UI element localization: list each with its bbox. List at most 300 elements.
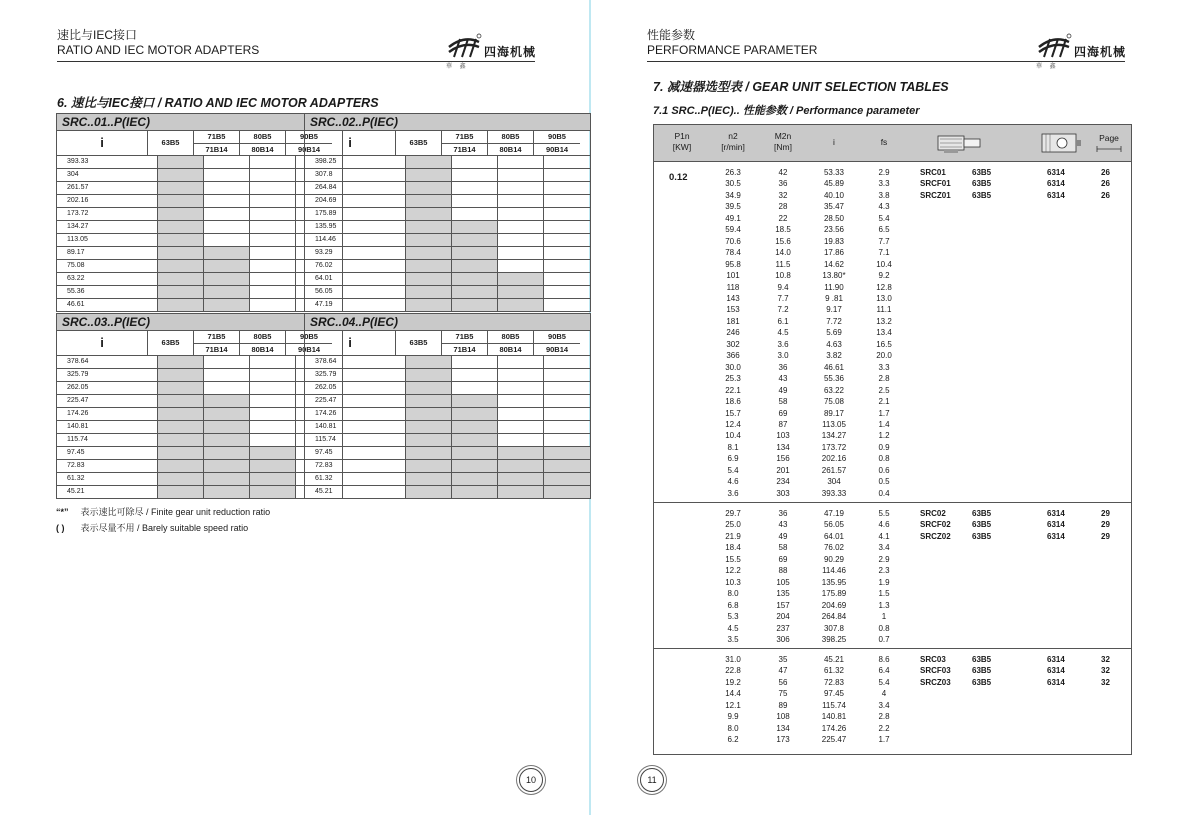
torque-value: 201 — [776, 465, 790, 475]
table-row — [57, 434, 342, 447]
adapter-available-cell — [498, 447, 544, 459]
table-row — [305, 208, 590, 221]
model-name: SRCF02 — [920, 520, 951, 530]
service-factor-value: 2.9 — [878, 168, 890, 177]
service-factor-value: 2.5 — [878, 385, 890, 395]
adapter-empty-cell — [544, 247, 590, 259]
model-name-column — [920, 167, 951, 201]
service-factor-value: 7.7 — [878, 236, 890, 246]
table-row — [305, 395, 590, 408]
page-ref: 29 — [1101, 509, 1110, 518]
adapter-empty-cell — [544, 169, 590, 181]
ratio-value: 28.50 — [823, 213, 845, 223]
adapter-available-cell — [406, 260, 452, 272]
right-section-title: 7. 减速器选型表 / GEAR UNIT SELECTION TABLES — [653, 80, 949, 94]
ratio-value: 202.16 — [821, 454, 847, 464]
adapter-available-cell — [452, 408, 498, 420]
adapter-available-cell — [158, 434, 204, 446]
bearing-code: 6314 — [1047, 509, 1065, 518]
service-factor-value: 2.3 — [878, 566, 890, 576]
adapter-empty-cell — [204, 382, 250, 394]
adapter-available-cell — [158, 247, 204, 259]
speed-value: 31.0 — [725, 655, 741, 664]
torque-value: 49 — [778, 531, 788, 541]
ratio-cell: 225.47 — [57, 395, 158, 407]
adapter-empty-cell — [452, 156, 498, 168]
col-header-90-b14: 90B14 — [286, 343, 332, 356]
adapter-available-cell — [204, 260, 250, 272]
speed-value: 153 — [726, 305, 740, 315]
speed-value: 302 — [726, 339, 740, 349]
model-name: SRCF03 — [920, 666, 951, 676]
bearing-code: 6314 — [1047, 677, 1065, 687]
table-row — [305, 260, 590, 273]
adapter-empty-cell — [544, 234, 590, 246]
page-ref: 32 — [1101, 655, 1110, 664]
adapter-available-cell — [204, 473, 250, 485]
table-row — [305, 421, 590, 434]
ratio-cell: 204.69 — [305, 195, 406, 207]
ratio-value: 61.32 — [823, 666, 845, 676]
adapter-available-cell — [204, 408, 250, 420]
col-header-90-b14: 90B14 — [534, 143, 580, 156]
adapter-empty-cell — [544, 273, 590, 285]
ratio-value: 304 — [827, 477, 841, 487]
speed-value: 22.1 — [725, 385, 741, 395]
adapter-empty-cell — [498, 221, 544, 233]
adapter-available-cell — [250, 460, 296, 472]
note-symbol: “*” — [56, 507, 69, 517]
right-logo-sub: 華 鑫 — [1036, 64, 1059, 70]
adapter-empty-cell — [498, 247, 544, 259]
adapter-empty-cell — [498, 356, 544, 368]
right-logo-text: 四海机械 — [1074, 45, 1127, 59]
col-header-speed-unit: [r/min] — [721, 142, 745, 152]
model-flange: 63B5 — [972, 168, 992, 177]
adapter-empty-cell — [250, 395, 296, 407]
service-factor-value: 6.4 — [878, 666, 890, 676]
ratio-cell: 75.08 — [57, 260, 158, 272]
torque-value: 32 — [778, 190, 788, 200]
adapter-available-cell — [452, 286, 498, 298]
ratio-column — [814, 167, 854, 499]
col-header-90-b14: 90B14 — [286, 143, 332, 156]
company-logo-icon — [446, 33, 482, 59]
speed-value: 15.5 — [725, 554, 741, 564]
adapter-empty-cell — [250, 408, 296, 420]
adapter-empty-cell — [250, 286, 296, 298]
adapter-available-cell — [452, 260, 498, 272]
speed-value: 6.2 — [727, 735, 739, 745]
bearing-code: 6314 — [1047, 520, 1065, 530]
ratio-value: 35.47 — [823, 202, 845, 212]
service-factor-value: 1.4 — [878, 419, 890, 429]
table-row — [305, 382, 590, 395]
adapter-available-cell — [158, 460, 204, 472]
adapter-empty-cell — [452, 382, 498, 394]
ratio-value: 47.19 — [823, 509, 845, 518]
adapter-empty-cell — [498, 260, 544, 272]
adapter-empty-cell — [250, 221, 296, 233]
speed-value: 95.8 — [725, 259, 741, 269]
ratio-value: 307.8 — [823, 623, 845, 633]
note-barely-suitable — [56, 521, 248, 534]
col-header-torque-label: M2n — [774, 131, 792, 141]
col-header-i: i — [305, 331, 396, 355]
adapter-available-cell — [158, 382, 204, 394]
adapter-available-cell — [498, 286, 544, 298]
speed-value: 3.6 — [727, 488, 739, 498]
adapter-available-cell — [204, 286, 250, 298]
ratio-cell: 398.25 — [305, 156, 406, 168]
adapter-empty-cell — [544, 382, 590, 394]
service-factor-value: 3.4 — [878, 700, 890, 710]
ratio-value: 9.17 — [826, 305, 842, 315]
adapter-empty-cell — [250, 273, 296, 285]
service-factor-value: 1.3 — [878, 600, 890, 610]
speed-value: 118 — [726, 282, 740, 292]
service-factor-value: 3.8 — [878, 190, 890, 200]
ratio-column — [814, 508, 854, 645]
model-flange: 63B5 — [972, 666, 992, 676]
adapter-empty-cell — [250, 156, 296, 168]
speed-value: 12.4 — [725, 419, 741, 429]
adapter-empty-cell — [250, 369, 296, 381]
ratio-cell: 134.27 — [57, 221, 158, 233]
model-name: SRC03 — [920, 655, 946, 664]
col-header-71 — [194, 331, 240, 355]
bearing-code: 6314 — [1047, 666, 1065, 676]
ratio-cell: 174.26 — [57, 408, 158, 420]
adapter-available-cell — [250, 486, 296, 498]
model-name: SRCZ01 — [920, 190, 951, 200]
model-flange: 63B5 — [972, 179, 992, 189]
ratio-value: 75.08 — [823, 397, 845, 407]
service-factor-value: 4.3 — [878, 202, 890, 212]
right-header-cn: 性能参数 — [647, 28, 696, 42]
adapter-available-cell — [158, 421, 204, 433]
ratio-cell: 89.17 — [57, 247, 158, 259]
speed-value: 101 — [726, 271, 740, 281]
service-factor-value: 0.5 — [878, 477, 890, 487]
model-name: SRCZ03 — [920, 677, 951, 687]
adapter-available-cell — [452, 473, 498, 485]
ratio-value: 7.72 — [826, 316, 842, 326]
adapter-empty-cell — [498, 182, 544, 194]
torque-value: 303 — [776, 488, 790, 498]
page-ref: 29 — [1101, 520, 1110, 530]
adapter-empty-cell — [544, 221, 590, 233]
ratio-cell: 225.47 — [305, 395, 406, 407]
page-ref-column — [1101, 167, 1110, 201]
service-factor-value: 5.4 — [878, 213, 890, 223]
torque-value: 22 — [778, 213, 788, 223]
adapter-empty-cell — [250, 234, 296, 246]
service-factor-value: 3.4 — [878, 543, 890, 553]
torque-value: 103 — [776, 431, 790, 441]
col-header-80-b14: 80B14 — [488, 343, 533, 356]
table-row — [57, 260, 342, 273]
adapter-empty-cell — [204, 195, 250, 207]
speed-value: 15.7 — [725, 408, 741, 418]
adapter-empty-cell — [544, 434, 590, 446]
ratio-cell: 261.57 — [57, 182, 158, 194]
adapter-available-cell — [158, 273, 204, 285]
col-header-71-b5: 71B5 — [207, 331, 226, 341]
adapter-available-cell — [204, 299, 250, 311]
adapter-empty-cell — [498, 234, 544, 246]
speed-value: 181 — [726, 316, 740, 326]
torque-value: 204 — [776, 612, 790, 622]
adapter-empty-cell — [204, 182, 250, 194]
speed-value: 26.3 — [725, 168, 741, 177]
adapter-available-cell — [452, 273, 498, 285]
right-header-rule — [647, 61, 1125, 62]
model-name: SRCF01 — [920, 179, 951, 189]
torque-value: 36 — [778, 362, 788, 372]
speed-value: 246 — [726, 328, 740, 338]
torque-value: 3.0 — [777, 351, 789, 361]
torque-value: 134 — [776, 442, 790, 452]
service-factor-column — [872, 508, 896, 645]
ratio-cell: 325.79 — [305, 369, 406, 381]
left-header-en: RATIO AND IEC MOTOR ADAPTERS — [57, 43, 260, 57]
model-name-column — [920, 508, 951, 542]
model-name: SRC02 — [920, 509, 946, 518]
adapter-empty-cell — [250, 434, 296, 446]
torque-value: 134 — [776, 723, 790, 733]
adapter-empty-cell — [250, 382, 296, 394]
service-factor-value: 7.1 — [878, 248, 890, 258]
table-row — [57, 408, 342, 421]
adapter-available-cell — [158, 182, 204, 194]
bearing-code-column — [1047, 654, 1065, 688]
service-factor-value: 13.0 — [876, 293, 892, 303]
col-header-page-label: Page — [1099, 133, 1119, 143]
table-header-row — [57, 331, 342, 356]
col-header-71-b14: 71B14 — [194, 343, 239, 356]
ratio-cell: 140.81 — [57, 421, 158, 433]
adapter-empty-cell — [498, 408, 544, 420]
torque-value: 36 — [778, 179, 788, 189]
col-header-speed — [716, 131, 750, 153]
ratio-value: 53.33 — [823, 168, 845, 177]
service-factor-value: 2.2 — [878, 723, 890, 733]
col-header-80 — [240, 331, 286, 355]
col-header-power-unit: [KW] — [672, 142, 692, 152]
bearing-code: 6314 — [1047, 179, 1065, 189]
ratio-cell: 45.21 — [57, 486, 158, 498]
adapter-available-cell — [452, 395, 498, 407]
torque-value: 58 — [778, 397, 788, 407]
ratio-value: 135.95 — [821, 577, 847, 587]
left-header-rule — [57, 61, 535, 62]
service-factor-value: 3.3 — [878, 179, 890, 189]
ratio-value: 40.10 — [823, 190, 845, 200]
service-factor-value: 0.8 — [878, 454, 890, 464]
table-row — [57, 182, 342, 195]
adapter-empty-cell — [498, 382, 544, 394]
col-header-90-b5: 90B5 — [300, 131, 318, 141]
service-factor-value: 1.7 — [878, 735, 890, 745]
adapter-available-cell — [544, 447, 590, 459]
adapter-empty-cell — [544, 395, 590, 407]
ratio-value: 45.21 — [823, 655, 845, 664]
ratio-cell: 63.22 — [57, 273, 158, 285]
adapter-empty-cell — [452, 369, 498, 381]
service-factor-value: 4.6 — [878, 520, 890, 530]
col-header-80-b14: 80B14 — [488, 143, 533, 156]
right-header — [647, 28, 817, 58]
model-flange: 63B5 — [972, 677, 992, 687]
speed-column — [716, 654, 750, 746]
table-row — [57, 460, 342, 473]
adapter-available-cell — [158, 395, 204, 407]
adapter-available-cell — [158, 299, 204, 311]
speed-value: 22.8 — [725, 666, 741, 676]
left-logo-text: 四海机械 — [484, 45, 537, 59]
ratio-cell: 135.95 — [305, 221, 406, 233]
service-factor-value: 1.9 — [878, 577, 890, 587]
col-header-power — [668, 131, 696, 153]
bearing-code: 6314 — [1047, 531, 1065, 541]
torque-value: 9.4 — [777, 282, 789, 292]
adapter-available-cell — [204, 460, 250, 472]
adapter-available-cell — [158, 169, 204, 181]
speed-value: 8.0 — [727, 589, 739, 599]
performance-block-src03 — [654, 648, 1131, 745]
adapter-empty-cell — [250, 421, 296, 433]
model-name-column — [920, 654, 951, 688]
ratio-value: 55.36 — [823, 374, 845, 384]
speed-value: 21.9 — [725, 531, 741, 541]
speed-value: 30.5 — [725, 179, 741, 189]
col-header-71-b14: 71B14 — [442, 143, 487, 156]
table-row — [305, 460, 590, 473]
torque-value: 87 — [778, 419, 788, 429]
motor-adapter-icon — [1036, 130, 1084, 156]
ratio-cell: 393.33 — [57, 156, 158, 168]
page-ref: 29 — [1101, 531, 1110, 541]
ratio-cell: 47.19 — [305, 299, 406, 311]
speed-value: 4.5 — [727, 623, 739, 633]
service-factor-value: 2.8 — [878, 712, 890, 722]
ratio-cell: 115.74 — [57, 434, 158, 446]
speed-value: 5.3 — [727, 612, 739, 622]
adapter-available-cell — [406, 408, 452, 420]
adapter-empty-cell — [544, 421, 590, 433]
adapter-available-cell — [204, 447, 250, 459]
ratio-cell: 72.83 — [57, 460, 158, 472]
torque-value: 173 — [776, 735, 790, 745]
ratio-value: 393.33 — [821, 488, 847, 498]
torque-value: 135 — [776, 589, 790, 599]
adapter-available-cell — [250, 473, 296, 485]
speed-value: 8.0 — [727, 723, 739, 733]
col-header-80-b5: 80B5 — [253, 331, 272, 341]
page-ref: 26 — [1101, 190, 1110, 200]
speed-column — [716, 167, 750, 499]
adapter-available-cell — [406, 421, 452, 433]
ratio-value: 89.17 — [823, 408, 845, 418]
ratio-table-src01 — [56, 113, 343, 312]
table-row — [305, 195, 590, 208]
table-row — [305, 408, 590, 421]
adapter-empty-cell — [204, 208, 250, 220]
service-factor-value: 2.9 — [878, 554, 890, 564]
adapter-available-cell — [452, 247, 498, 259]
ratio-value: 134.27 — [821, 431, 847, 441]
adapter-available-cell — [406, 299, 452, 311]
left-header — [57, 28, 259, 58]
adapter-available-cell — [406, 486, 452, 498]
bearing-code: 6314 — [1047, 655, 1065, 664]
speed-value: 10.3 — [725, 577, 741, 587]
adapter-empty-cell — [498, 395, 544, 407]
speed-value: 70.6 — [725, 236, 741, 246]
torque-value: 105 — [776, 577, 790, 587]
ratio-value: 13.80* — [822, 271, 846, 281]
service-factor-value: 1.2 — [878, 431, 890, 441]
service-factor-column — [872, 167, 896, 499]
speed-value: 5.4 — [727, 465, 739, 475]
torque-value: 36 — [778, 509, 788, 518]
performance-table-header — [654, 125, 1131, 162]
table-row — [305, 169, 590, 182]
torque-value: 69 — [778, 408, 788, 418]
table-row — [57, 247, 342, 260]
ratio-value: 115.74 — [822, 700, 846, 710]
page-ref-column — [1101, 508, 1110, 542]
adapter-available-cell — [158, 473, 204, 485]
ratio-cell: 262.05 — [305, 382, 406, 394]
table-row — [57, 447, 342, 460]
left-logo — [446, 33, 537, 70]
torque-value: 89 — [778, 700, 788, 710]
ratio-column — [814, 654, 854, 746]
torque-value: 28 — [778, 202, 788, 212]
adapter-empty-cell — [250, 195, 296, 207]
adapter-empty-cell — [544, 356, 590, 368]
ratio-value: 97.45 — [823, 689, 845, 699]
adapter-empty-cell — [498, 421, 544, 433]
adapter-empty-cell — [204, 169, 250, 181]
model-flange: 63B5 — [972, 531, 992, 541]
torque-column — [768, 167, 798, 499]
speed-value: 18.4 — [725, 543, 741, 553]
ratio-cell: 76.02 — [305, 260, 406, 272]
adapter-available-cell — [158, 356, 204, 368]
table-row — [305, 221, 590, 234]
ratio-value: 45.89 — [823, 179, 845, 189]
left-section-title: 6. 速比与IEC接口 / RATIO AND IEC MOTOR ADAPTERS — [57, 96, 379, 110]
ratio-value: 398.25 — [821, 634, 847, 644]
adapter-available-cell — [204, 273, 250, 285]
service-factor-value: 5.4 — [878, 677, 890, 687]
speed-value: 25.3 — [725, 374, 741, 384]
table-row — [305, 234, 590, 247]
service-factor-value: 16.5 — [876, 339, 892, 349]
adapter-empty-cell — [250, 356, 296, 368]
adapter-available-cell — [406, 395, 452, 407]
ratio-cell: 264.84 — [305, 182, 406, 194]
torque-value: 49 — [778, 385, 788, 395]
ratio-cell: 97.45 — [305, 447, 406, 459]
adapter-available-cell — [498, 460, 544, 472]
torque-value: 108 — [776, 712, 790, 722]
adapter-available-cell — [406, 369, 452, 381]
torque-value: 69 — [778, 554, 788, 564]
